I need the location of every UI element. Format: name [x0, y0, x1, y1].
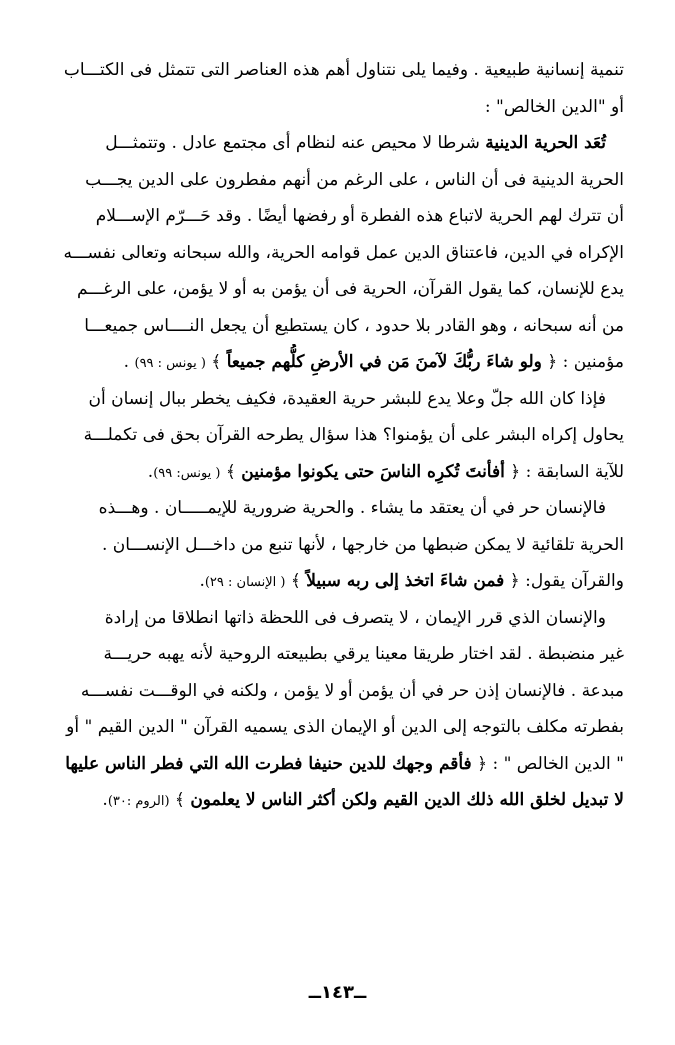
text-run: فإذا كان الله جلّ وعلا يدع للبشر حرية العقيدة، فكيف يخطر ببال إنسان أن — [88, 388, 606, 409]
text-run: مبدعة . فالإنسان إذن حر في أن يؤمن أو لا يؤمن ، ولكنه في الوقـــت نفســـه — [80, 680, 624, 701]
text-run: ﴾ — [205, 352, 227, 372]
text-run: والقرآن يقول: ﴿ — [504, 571, 624, 591]
text-line — [44, 563, 624, 600]
text-run: . — [123, 352, 135, 372]
text-run: ﴾ — [169, 790, 191, 810]
verse-reference: ( يونس : ٩٩) — [134, 356, 206, 371]
text-line — [44, 417, 624, 454]
quoted-verse: فأقم وجهك للدين حنيفا فطرت الله التي فطر الناس عليها — [65, 753, 472, 774]
verse-reference: ( الإنسان : ٢٩) — [204, 575, 286, 590]
text-run: الحرية تلقائية لا يمكن ضبطها من خارجها ، لأنها تنبع من داخـــل الإنســـان . — [101, 534, 624, 555]
text-run: يدع للإنسان، كما يقول القرآن، الحرية فى أن يؤمن به أو لا يؤمن، على الرغـــم — [76, 279, 624, 299]
quoted-verse: ولو شاءَ ربُّكَ لآمنَ مَن في الأرضِ كلُّهم جميعاً — [226, 352, 542, 372]
text-run: . — [102, 790, 108, 810]
text-run: . — [199, 571, 205, 591]
text-line — [44, 782, 624, 819]
text-line — [44, 235, 624, 272]
text-run: أن تترك لهم الحرية لاتباع هذه الفطرة أو رفضها أيضًا . وقد حَـــرّم الإســـلام — [95, 206, 624, 226]
text-line — [44, 381, 624, 418]
quoted-verse: فمن شاءَ اتخذ إلى ربه سبيلاً — [306, 571, 505, 591]
text-line — [44, 673, 624, 710]
verse-reference: (الروم :٣٠) — [107, 794, 170, 809]
text-line — [44, 636, 624, 673]
text-run: غير منضبطة . لقد اختار طريقا معينا يرقي بطبيعته الروحية لأنه يهبه حريـــة — [103, 644, 624, 664]
quoted-verse: لا تبديل لخلق الله ذلك الدين القيم ولكن أكثر الناس لا يعلمون — [190, 790, 624, 810]
text-line — [44, 89, 624, 126]
text-run: يحاول إكراه البشر على أن يؤمنوا؟ هذا سؤال يطرحه القرآن بحق فى تكملـــة — [83, 425, 624, 445]
text-line — [44, 600, 624, 637]
text-run: أو "الدين الخالص" : — [484, 96, 624, 117]
text-run: للآية السابقة : ﴿ — [504, 461, 624, 482]
verse-reference: ( يونس: ٩٩) — [153, 465, 221, 481]
text-run: " الدين الخالص " : ﴿ — [471, 753, 624, 774]
text-run: شرطا لا محيص عنه لنظام أى مجتمع عادل . وتتمثـــل — [105, 133, 486, 153]
quoted-verse: تُعَد الحرية الدينية — [485, 133, 606, 153]
text-line — [44, 52, 624, 89]
text-line — [44, 490, 624, 527]
text-run: مؤمنين : ﴿ — [541, 352, 624, 372]
text-run: من أنه سبحانه ، وهو القادر بلا حدود ، كان يستطيع أن يجعل النــــاس جميعـــا — [84, 315, 624, 336]
text-run: الحرية الدينية فى أن الناس ، على الرغم من أنهم مفطرون على الدين يجـــب — [85, 169, 624, 190]
text-line — [44, 454, 624, 491]
text-run: الإكراه في الدين، فاعتناق الدين عمل قوامه الحرية، والله سبحانه وتعالى نفســـه — [63, 242, 624, 263]
text-run: فالإنسان حر في أن يعتقد ما يشاء . والحرية ضرورية للإيمـــــان . وهـــذه — [98, 498, 606, 518]
text-line — [44, 527, 624, 564]
text-run: تنمية إنسانية طبيعية . وفيما يلى نتناول أهم هذه العناصر التى تتمثل فى الكتـــاب — [63, 60, 624, 80]
text-run: ﴾ — [220, 461, 242, 482]
document-body — [44, 52, 624, 819]
text-run: . — [147, 461, 154, 482]
text-line — [44, 746, 624, 783]
text-line — [44, 125, 624, 162]
quoted-verse: أفأنتَ تُكرِه الناسَ حتى يكونوا مؤمنين — [241, 461, 505, 482]
text-line — [44, 162, 624, 199]
text-run: بفطرته مكلف بالتوجه إلى الدين أو الإيمان الذى يسميه القرآن " الدين القيم " أو — [66, 717, 624, 737]
text-line — [44, 198, 624, 235]
page-number: ــ١٤٣ــ — [308, 982, 367, 1003]
text-run: والإنسان الذي قرر الإيمان ، لا يتصرف فى اللحظة ذاتها انطلاقا من إرادة — [104, 607, 606, 628]
text-line — [44, 308, 624, 345]
text-run: ﴾ — [285, 571, 307, 591]
text-line — [44, 709, 624, 746]
text-line — [44, 271, 624, 308]
text-line — [44, 344, 624, 381]
